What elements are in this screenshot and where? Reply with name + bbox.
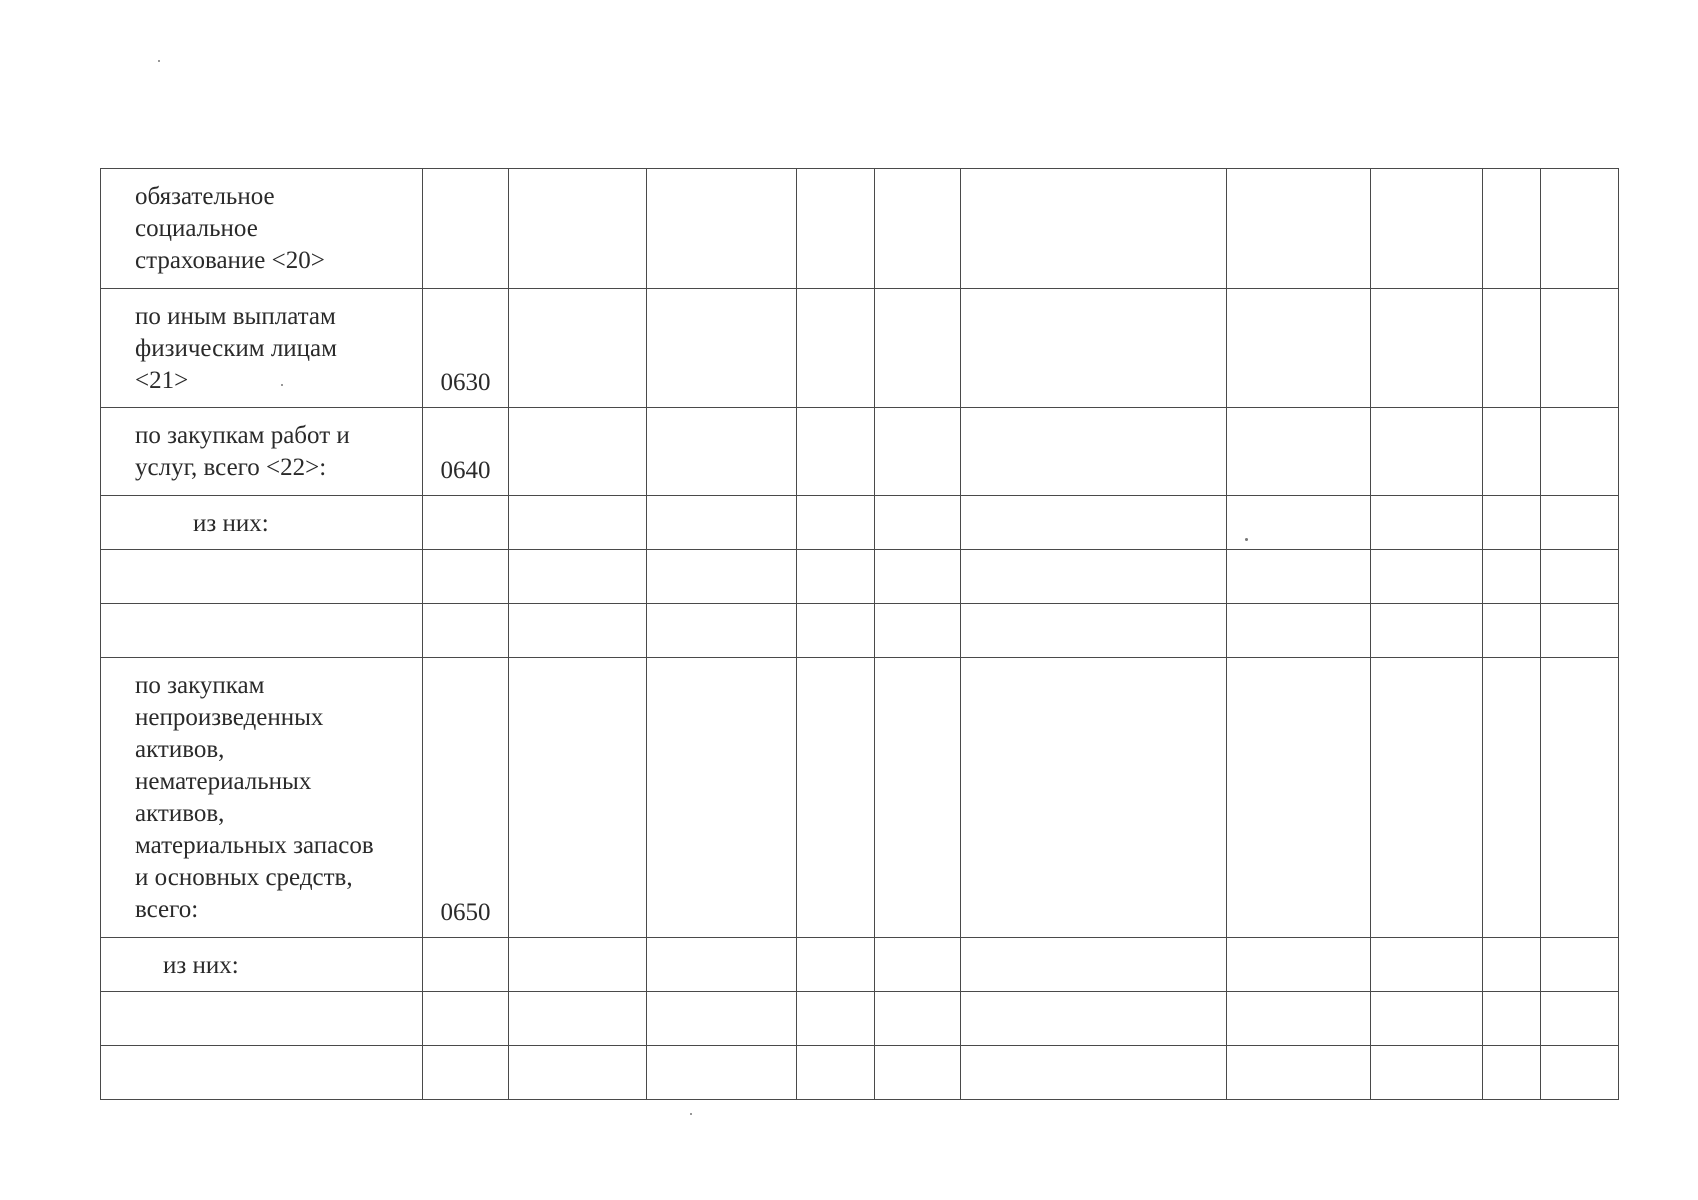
table-cell (1483, 550, 1541, 604)
table-cell (1371, 1046, 1483, 1100)
table-cell (509, 496, 647, 550)
table-cell (1227, 658, 1371, 938)
table-cell (1371, 992, 1483, 1046)
table-cell (1227, 408, 1371, 496)
table-cell (1371, 658, 1483, 938)
table-cell (647, 938, 797, 992)
table-cell (1227, 496, 1371, 550)
table-cell (1483, 169, 1541, 289)
table-row (101, 550, 1619, 604)
table-cell (875, 550, 961, 604)
table-cell (961, 408, 1227, 496)
row-code (423, 604, 509, 658)
row-code (423, 496, 509, 550)
table-cell (1371, 550, 1483, 604)
table-cell (1483, 604, 1541, 658)
table-cell (509, 408, 647, 496)
table-cell (647, 658, 797, 938)
row-code (423, 938, 509, 992)
row-code (423, 992, 509, 1046)
table-cell (1483, 1046, 1541, 1100)
table-cell (1371, 496, 1483, 550)
row-code: 0640 (423, 408, 509, 496)
table-cell (1227, 604, 1371, 658)
table-cell (509, 992, 647, 1046)
table-row (101, 289, 1619, 408)
table-cell (1483, 408, 1541, 496)
table-cell (875, 169, 961, 289)
table-cell (961, 496, 1227, 550)
table-cell (1541, 992, 1619, 1046)
table-cell (1541, 289, 1619, 408)
table-cell (961, 169, 1227, 289)
table-cell (875, 658, 961, 938)
table-cell (1483, 289, 1541, 408)
table-cell (1541, 550, 1619, 604)
scan-speck (158, 60, 160, 62)
table-cell (1483, 938, 1541, 992)
table-cell (961, 289, 1227, 408)
table-cell (647, 992, 797, 1046)
table-cell (509, 938, 647, 992)
table-cell (647, 408, 797, 496)
table-cell (797, 604, 875, 658)
row-label: из них: (101, 496, 423, 550)
table-cell (875, 289, 961, 408)
table-cell (647, 169, 797, 289)
table-cell (961, 550, 1227, 604)
row-label: обязательное социальное страхование <20> (101, 169, 423, 289)
table-row (101, 408, 1619, 496)
table-row (101, 496, 1619, 550)
table-cell (1541, 604, 1619, 658)
row-label (101, 604, 423, 658)
table-cell (509, 289, 647, 408)
table-cell (875, 992, 961, 1046)
table-cell (1371, 169, 1483, 289)
table-cell (797, 169, 875, 289)
table-row (101, 169, 1619, 289)
table-row (101, 992, 1619, 1046)
table-row (101, 1046, 1619, 1100)
row-label: из них: (101, 938, 423, 992)
scan-speck (281, 384, 283, 386)
table-cell (647, 1046, 797, 1100)
row-label (101, 550, 423, 604)
table-cell (1541, 1046, 1619, 1100)
table-cell (875, 1046, 961, 1100)
table-cell (1483, 496, 1541, 550)
row-label (101, 1046, 423, 1100)
table-row (101, 938, 1619, 992)
table-cell (1371, 938, 1483, 992)
row-label (101, 992, 423, 1046)
table-cell (509, 1046, 647, 1100)
table-cell (1541, 658, 1619, 938)
table-cell (509, 169, 647, 289)
row-code: 0650 (423, 658, 509, 938)
table-cell (875, 496, 961, 550)
table-cell (797, 408, 875, 496)
row-label: по закупкам непроизведенных активов, нематериальных активов, материальных запасов и основных средств, всего: (101, 658, 423, 938)
table-cell (797, 938, 875, 992)
table-cell (961, 992, 1227, 1046)
table-cell (961, 1046, 1227, 1100)
table-cell (875, 938, 961, 992)
table-cell (875, 408, 961, 496)
table-row (101, 604, 1619, 658)
table-cell (797, 496, 875, 550)
table-cell (797, 1046, 875, 1100)
table-cell (509, 604, 647, 658)
table-cell (961, 658, 1227, 938)
table-cell (647, 550, 797, 604)
table-cell (1483, 658, 1541, 938)
row-code (423, 169, 509, 289)
table-cell (797, 550, 875, 604)
table-cell (961, 938, 1227, 992)
table-cell (647, 496, 797, 550)
row-code (423, 550, 509, 604)
table-cell (797, 658, 875, 938)
table-cell (509, 658, 647, 938)
table-cell (1227, 550, 1371, 604)
table-cell (1227, 992, 1371, 1046)
scan-speck (1245, 538, 1248, 541)
table-row (101, 658, 1619, 938)
table-cell (797, 992, 875, 1046)
scan-speck (690, 1113, 692, 1115)
table-cell (961, 604, 1227, 658)
table-cell (1227, 938, 1371, 992)
row-code (423, 1046, 509, 1100)
table-cell (647, 289, 797, 408)
row-label: по иным выплатам физическим лицам <21> (101, 289, 423, 408)
row-code: 0630 (423, 289, 509, 408)
form-table (100, 168, 1619, 1100)
table-cell (1371, 604, 1483, 658)
table-cell (1541, 169, 1619, 289)
table-cell (1371, 289, 1483, 408)
table-cell (1371, 408, 1483, 496)
table-cell (875, 604, 961, 658)
table-cell (1541, 496, 1619, 550)
table-cell (797, 289, 875, 408)
table-cell (1227, 1046, 1371, 1100)
table-cell (1227, 169, 1371, 289)
table-cell (1541, 938, 1619, 992)
table-cell (1227, 289, 1371, 408)
table-cell (1541, 408, 1619, 496)
table-cell (1483, 992, 1541, 1046)
table-cell (647, 604, 797, 658)
row-label: по закупкам работ и услуг, всего <22>: (101, 408, 423, 496)
table-cell (509, 550, 647, 604)
